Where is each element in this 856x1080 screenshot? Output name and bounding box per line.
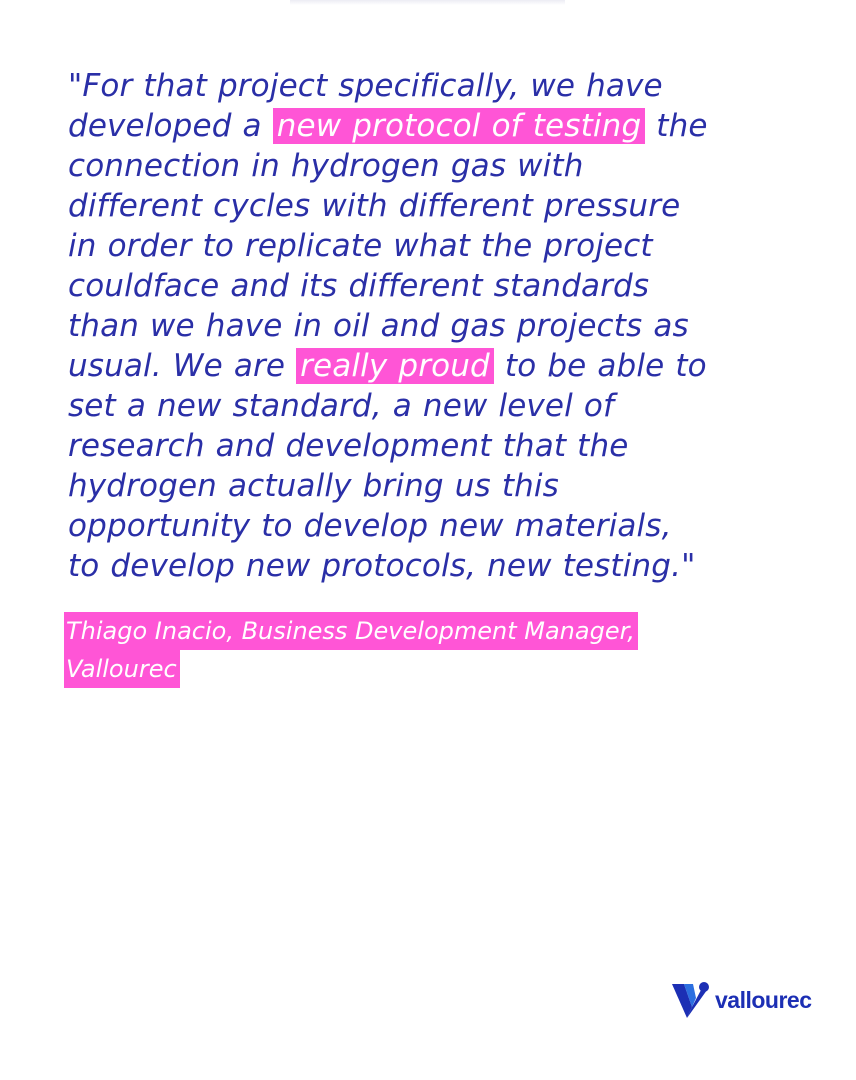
quote-line: in order to replicate what the project [68, 228, 653, 264]
top-edge-shadow [290, 0, 565, 5]
quote-line: "For that project specifically, we have [68, 68, 663, 104]
highlight-new-protocol: new protocol of testing [273, 108, 646, 144]
quote-line: opportunity to develop new materials, [68, 508, 672, 544]
quote-line: hydrogen actually bring us this [68, 468, 559, 504]
quote-line: usual. We are really proud to be able to [68, 348, 707, 384]
attribution-name-title: Thiago Inacio, Business Development Manager, [64, 612, 638, 650]
attribution-company: Vallourec [64, 650, 180, 688]
quote-line: connection in hydrogen gas with [68, 148, 584, 184]
quote-line: to develop new protocols, new testing." [68, 548, 696, 584]
quote-line: research and development that the [68, 428, 629, 464]
vallourec-logo [671, 980, 812, 1020]
quote-line: different cycles with different pressure [68, 188, 681, 224]
quote-line: couldface and its different standards [68, 268, 650, 304]
quote-line: developed a new protocol of testing the [68, 108, 708, 144]
logo-wordmark: vallourec [715, 986, 812, 1013]
attribution [64, 612, 638, 688]
vallourec-v-logo-icon [671, 980, 711, 1020]
quote-line: than we have in oil and gas projects as [68, 308, 689, 344]
quote-block [68, 66, 828, 586]
quote-line: set a new standard, a new level of [68, 388, 615, 424]
highlight-really-proud: really proud [296, 348, 494, 384]
